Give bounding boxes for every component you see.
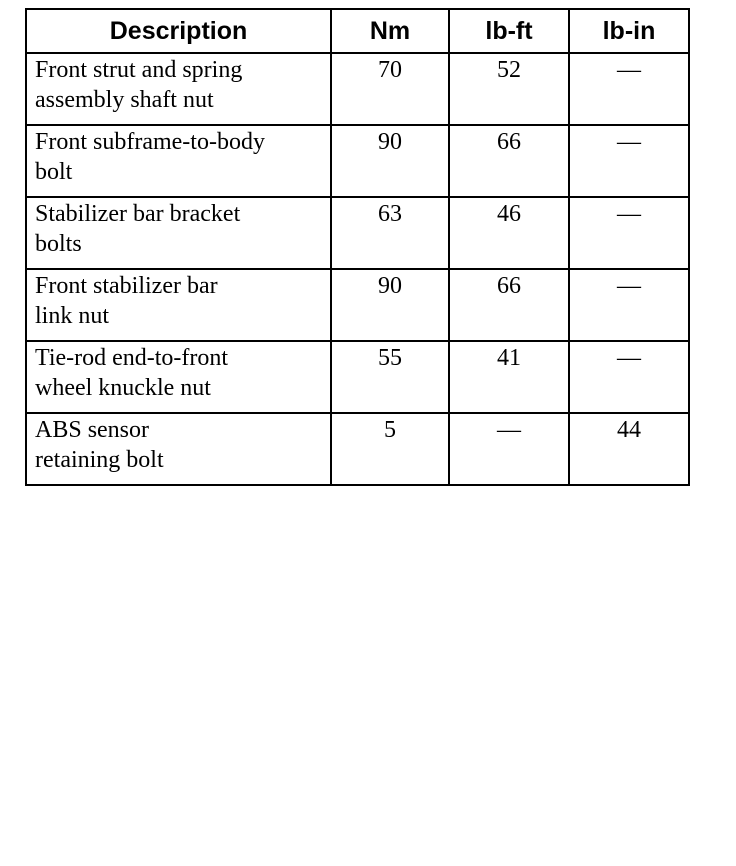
lb-in-cell: 44 [569, 413, 689, 485]
description-line: Front subframe-to-body [35, 129, 265, 155]
table-row [26, 269, 689, 341]
description-line: bolt [35, 159, 73, 185]
header-description: Description [26, 9, 331, 53]
table-row [26, 341, 689, 413]
lb-ft-cell: 52 [449, 53, 569, 125]
description-line: assembly shaft nut [35, 87, 214, 113]
description-cell [26, 125, 331, 197]
header-lb-ft: lb-ft [449, 9, 569, 53]
lb-in-cell: — [569, 269, 689, 341]
table-row [26, 413, 689, 485]
description-line: Front strut and spring [35, 57, 243, 83]
description-line: Front stabilizer bar [35, 273, 218, 299]
description-line: wheel knuckle nut [35, 375, 211, 401]
lb-ft-cell: — [449, 413, 569, 485]
description-cell [26, 197, 331, 269]
nm-cell: 90 [331, 269, 449, 341]
lb-ft-cell: 46 [449, 197, 569, 269]
description-cell [26, 53, 331, 125]
description-line: retaining bolt [35, 447, 164, 473]
nm-cell: 55 [331, 341, 449, 413]
description-cell [26, 413, 331, 485]
lb-ft-cell: 41 [449, 341, 569, 413]
table-row [26, 197, 689, 269]
lb-ft-cell: 66 [449, 125, 569, 197]
nm-cell: 90 [331, 125, 449, 197]
nm-cell: 5 [331, 413, 449, 485]
lb-in-cell: — [569, 341, 689, 413]
header-lb-in: lb-in [569, 9, 689, 53]
lb-in-cell: — [569, 53, 689, 125]
description-cell [26, 269, 331, 341]
lb-ft-cell: 66 [449, 269, 569, 341]
description-line: Tie-rod end-to-front [35, 345, 229, 371]
table-row [26, 125, 689, 197]
nm-cell: 70 [331, 53, 449, 125]
nm-cell: 63 [331, 197, 449, 269]
description-line: ABS sensor [35, 417, 150, 443]
description-line: link nut [35, 303, 110, 329]
lb-in-cell: — [569, 125, 689, 197]
torque-spec-table [25, 8, 690, 486]
lb-in-cell: — [569, 197, 689, 269]
description-line: Stabilizer bar bracket [35, 201, 241, 227]
table-row [26, 53, 689, 125]
table-header-row [26, 9, 689, 53]
description-cell [26, 341, 331, 413]
description-line: bolts [35, 231, 82, 257]
header-nm: Nm [331, 9, 449, 53]
